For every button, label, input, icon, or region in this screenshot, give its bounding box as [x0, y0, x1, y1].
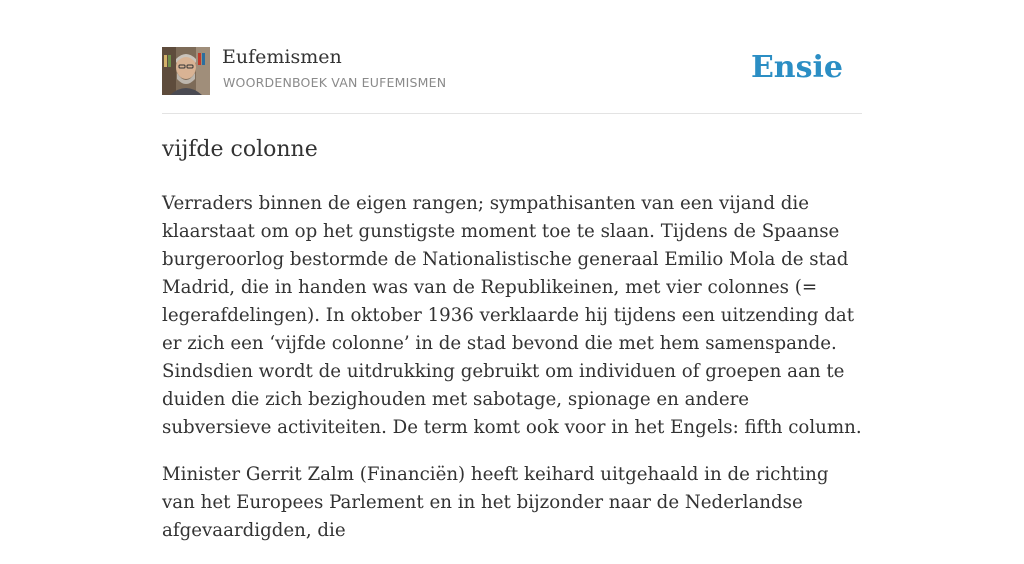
- author-avatar-icon[interactable]: [162, 47, 210, 95]
- author-subtitle[interactable]: WOORDENBOEK VAN EUFEMISMEN: [223, 75, 447, 90]
- brand-logo[interactable]: Ensie: [750, 50, 843, 85]
- header: [162, 0, 862, 114]
- entry-title: vijfde colonne: [162, 137, 318, 162]
- entry-paragraph: Verraders binnen de eigen rangen; sympathisanten van een vijand die klaarstaat om op het gunstigste moment toe te slaan. Tijdens de Spaanse burgeroorlog bestormde de Nationalistische generaal Emilio Mola de stad Madrid, die in handen was van de Republikeinen, met vier colonnes (= legerafdelingen). In oktober 1936 verklaarde hij tijdens een uitzending dat er zich een ‘vijfde colonne’ in de stad bevond die met hem samenspande. Sindsdien wordt de uitdrukking gebruikt om individuen of groepen aan te duiden die zich bezighouden met sabotage, spionage en andere subversieve activiteiten. De term komt ook voor in het Engels: fifth column.: [162, 193, 862, 438]
- content-container: [162, 0, 862, 541]
- entry-paragraph: Minister Gerrit Zalm (Financiën) heeft keihard uitgehaald in de richting van het Europees Parlement en in het bijzonder naar de Nederlandse afgevaardigden, die: [162, 464, 829, 541]
- author-name[interactable]: Eufemismen: [222, 46, 342, 68]
- entry-body: [162, 190, 862, 564]
